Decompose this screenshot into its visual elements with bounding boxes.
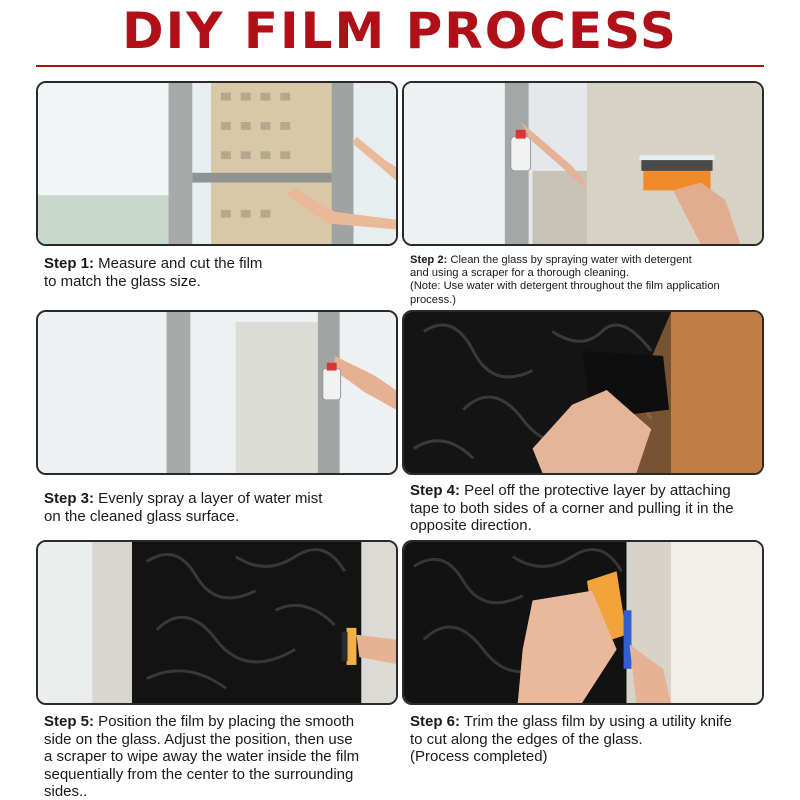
step-6-text-line-3: (Process completed) (410, 748, 548, 765)
step-1-label: Step 1: (44, 255, 95, 272)
step-6-text-line-1: Trim the glass film by using a utility knife (460, 713, 732, 730)
step-5-text-line-3: a scraper to wipe away the water inside the film (44, 748, 360, 765)
step-4-label: Step 4: (410, 482, 461, 499)
step-2-text-line-3: (Note: Use water with detergent throughout the film application (410, 280, 720, 293)
step-5-caption (44, 713, 406, 800)
step-5-text-line-1: Position the film by placing the smooth (94, 713, 355, 730)
step-1-caption (44, 255, 406, 290)
step-3-caption (44, 490, 406, 525)
spray-water-mist-photo (36, 310, 398, 475)
step-6-text-line-2: to cut along the edges of the glass. (410, 730, 643, 748)
step-2-text-line-2: and using a scraper for a thorough cleaning. (410, 267, 629, 280)
step-3-text-line-1: Evenly spray a layer of water mist (94, 490, 323, 507)
scrape-water-out-photo (36, 540, 398, 705)
title-divider (36, 65, 764, 67)
step-2-caption (410, 254, 772, 307)
step-2-text-line-1: Clean the glass by spraying water with detergent (447, 254, 692, 266)
step-2-label: Step 2: (410, 254, 448, 266)
step-5-label: Step 5: (44, 713, 95, 730)
step-4-text-line-1: Peel off the protective layer by attaching (460, 482, 731, 499)
peel-protective-layer-photo (402, 310, 764, 475)
step-4-caption (410, 482, 772, 535)
page-title: DIY FILM PROCESS (122, 2, 678, 60)
step-5-text-line-2: side on the glass. Adjust the position, then use (44, 730, 353, 748)
measure-cut-film-photo (36, 81, 398, 246)
step-3-label: Step 3: (44, 490, 95, 507)
step-5-text-line-4: sequentially from the center to the surrounding (44, 765, 354, 783)
step-5-text-line-5: sides.. (44, 783, 88, 800)
spray-and-scrape-glass-photo (402, 81, 764, 246)
step-6-caption (410, 713, 772, 766)
step-1-text-line-2: to match the glass size. (44, 272, 201, 290)
step-2-text-line-4: process.) (410, 293, 457, 306)
trim-film-edges-photo (402, 540, 764, 705)
step-3-text-line-2: on the cleaned glass surface. (44, 507, 240, 525)
step-1-text-line-1: Measure and cut the film (94, 255, 263, 272)
step-4-text-line-3: opposite direction. (410, 517, 532, 534)
step-6-label: Step 6: (410, 713, 461, 730)
step-4-text-line-2: tape to both sides of a corner and pulling it in the (410, 499, 734, 517)
